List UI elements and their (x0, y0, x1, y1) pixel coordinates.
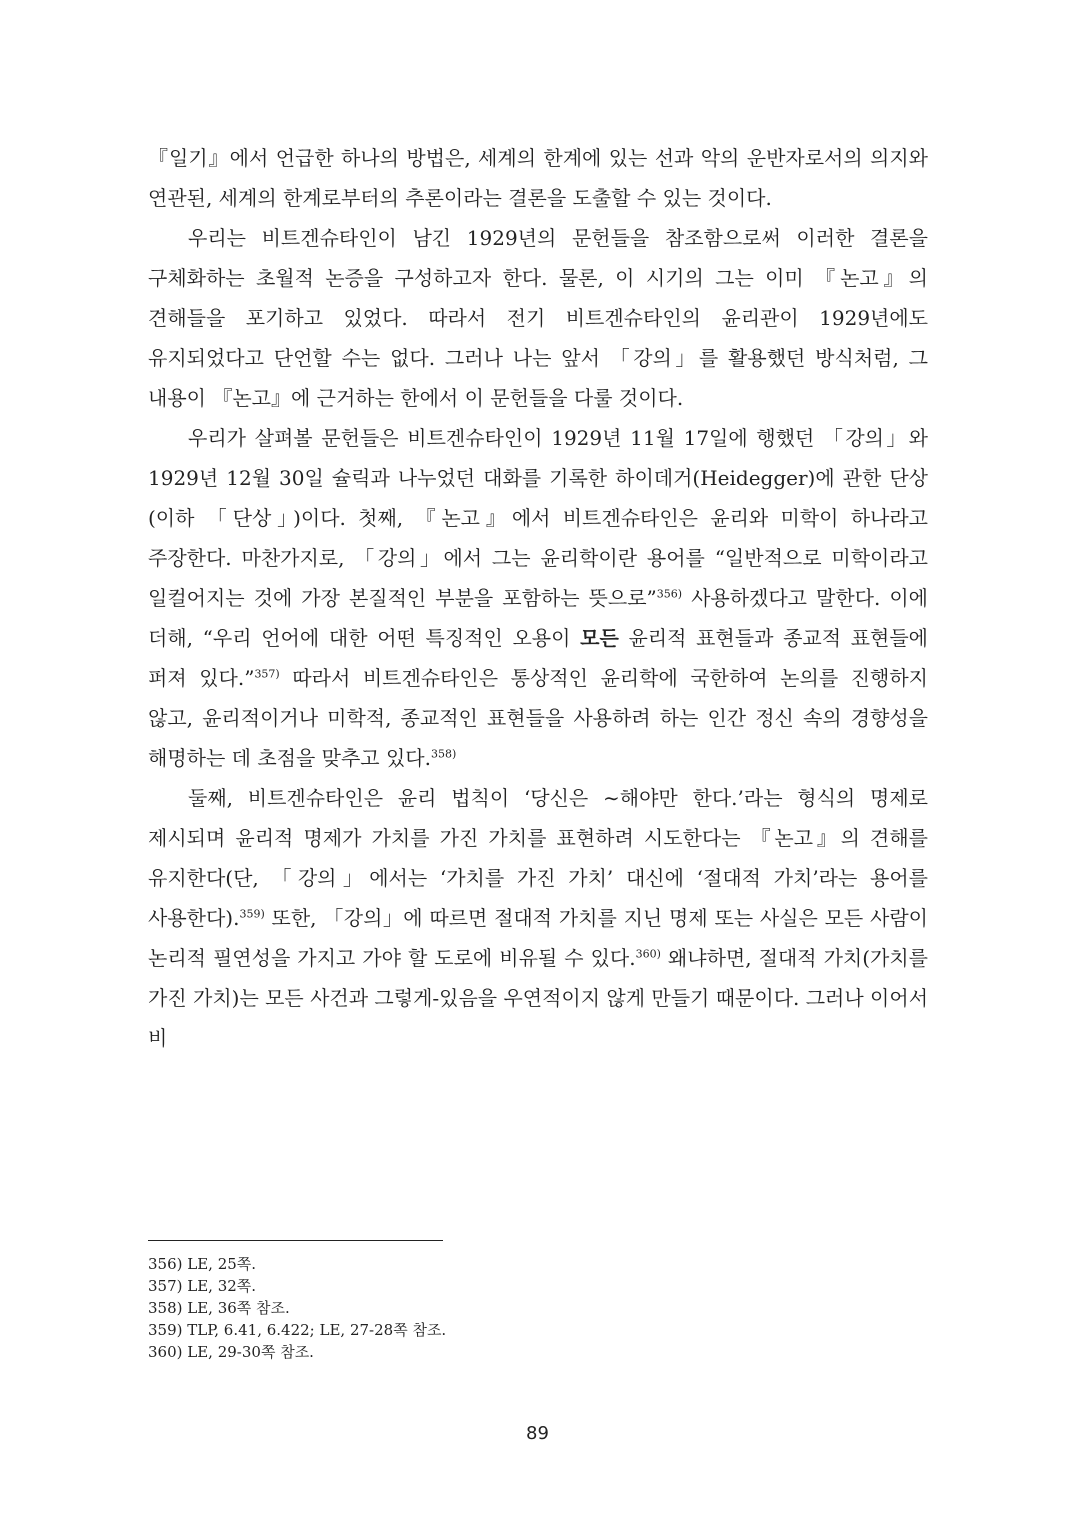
page-number: 89 (526, 1423, 549, 1444)
paragraph-1 (148, 138, 928, 218)
paragraph-3-text-c: 윤리적 표현들과 종교적 표현들에 퍼져 있다.” (148, 626, 928, 690)
paragraph-3-text-b: 사용하겠다고 말한다. 이에 더해, “우리 언어에 대한 어떤 특징적인 오용이 (148, 586, 929, 650)
paragraph-3-text-a: 우리가 살펴볼 문헌들은 비트겐슈타인이 1929년 11월 17일에 행했던 「강의」와 1929년 12월 30일 슐릭과 나누었던 대화를 기록한 하이데거(Heidegger)에 관한 단상(이하 「단상」)이다. 첫째, 『논고』에서 비트겐슈타인은 윤리와 미학이 하나라고 주장한다. 마찬가지로, 「강의」에서 그는 윤리학이란 용어를 “일반적으로 미학이라고 일컬어지는 것에 가장 본질적인 부분을 포함하는 뜻으로” (148, 426, 928, 610)
footnote-356: 356) LE, 25쪽. (148, 1255, 257, 1273)
paragraph-4-text-c: 왜냐하면, 절대적 가치(가치를 가진 가치)는 모든 사건과 그렇게-있음을 우연적이지 않게 만들기 때문이다. 그러나 이어서 비 (148, 946, 929, 1050)
footnote-divider (148, 1240, 443, 1241)
body-text (148, 138, 928, 1058)
paragraph-4 (148, 778, 928, 1058)
paragraph-2-text: 우리는 비트겐슈타인이 남긴 1929년의 문헌들을 참조함으로써 이러한 결론을 구체화하는 초월적 논증을 구성하고자 한다. 물론, 이 시기의 그는 이미 『논고』의 견해들을 포기하고 있었다. 따라서 전기 비트겐슈타인의 윤리관이 1929년에도 유지되었다고 단언할 수는 없다. 그러나 나는 앞서 「강의」를 활용했던 방식처럼, 그 내용이 『논고』에 근거하는 한에서 이 문헌들을 다룰 것이다. (148, 226, 928, 410)
emphasis-text: 모든 (580, 626, 619, 650)
paragraph-4-text-b: 또한, 「강의」에 따르면 절대적 가치를 지닌 명제 또는 사실은 모든 사람이 논리적 필연성을 가지고 가야 할 도로에 비유될 수 있다. (148, 906, 928, 970)
footnote-358: 358) LE, 36쪽 참조. (148, 1299, 290, 1317)
paragraph-4-text-a: 둘째, 비트겐슈타인은 윤리 법칙이 ‘당신은 ∼해야만 한다.’라는 형식의 명제로 제시되며 윤리적 명제가 가치를 가진 가치를 표현하려 시도한다는 『논고』의 견해를 유지한다(단, 「강의」에서는 ‘가치를 가진 가치’ 대신에 ‘절대적 가치’라는 용어를 사용한다). (148, 786, 928, 930)
footnote-360: 360) LE, 29-30쪽 참조. (148, 1343, 314, 1361)
footnote-ref-359[interactable]: 359) (239, 907, 265, 921)
paragraph-3 (148, 418, 928, 778)
footnote-359: 359) TLP, 6.41, 6.422; LE, 27-28쪽 참조. (148, 1321, 447, 1339)
footnotes (148, 1253, 928, 1363)
footnote-ref-360[interactable]: 360) (635, 947, 661, 961)
footnote-ref-358[interactable]: 358) (430, 747, 457, 761)
footnote-ref-357[interactable]: 357) (254, 667, 280, 681)
paragraph-3-text-d: 따라서 비트겐슈타인은 통상적인 윤리학에 국한하여 논의를 진행하지 않고, 윤리적이거나 미학적, 종교적인 표현들을 사용하려 하는 인간 정신 속의 경향성을 해명하는 데 초점을 맞추고 있다. (148, 666, 928, 770)
footnote-ref-356[interactable]: 356) (656, 587, 683, 601)
paragraph-2 (148, 218, 928, 418)
paragraph-1-text: 『일기』에서 언급한 하나의 방법은, 세계의 한계에 있는 선과 악의 운반자로서의 의지와 연관된, 세계의 한계로부터의 추론이라는 결론을 도출할 수 있는 것이다. (148, 146, 928, 210)
footnote-357: 357) LE, 32쪽. (148, 1277, 257, 1295)
